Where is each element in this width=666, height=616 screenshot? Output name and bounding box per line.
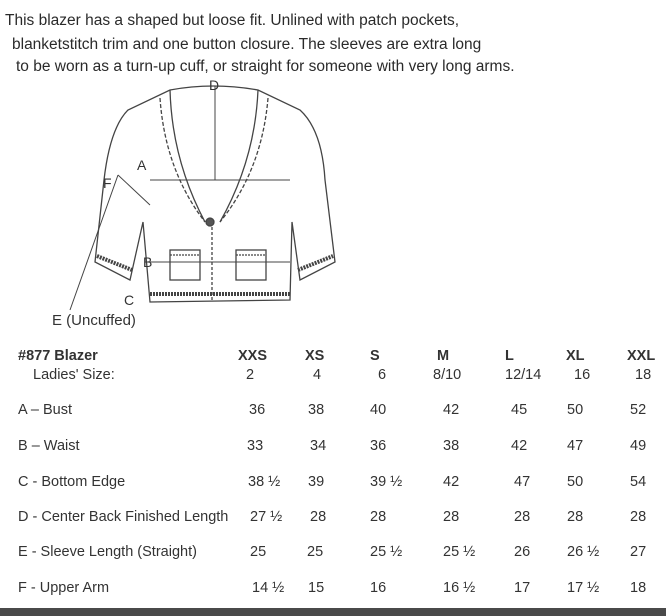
table-cell: 28 [567,509,584,525]
table-cell: 40 [370,402,387,418]
ladies-size-value: 6 [378,367,387,383]
table-cell: 42 [443,402,460,418]
row-label: A – Bust [18,402,73,418]
diagram-label-e: E (Uncuffed) [52,312,136,329]
table-cell: 16 ½ [443,580,476,596]
table-cell: 26 [514,544,531,560]
table-cell: 49 [630,438,647,454]
diagram-label-b: B [143,254,153,270]
ladies-size-label: Ladies' Size: [33,367,115,383]
ladies-size-value: 12/14 [505,367,542,383]
table-cell: 39 ½ [370,474,403,490]
table-cell: 47 [567,438,584,454]
table-cell: 36 [370,438,387,454]
diagram-label-a: A [137,157,147,173]
row-label: C - Bottom Edge [18,474,126,490]
ladies-size-value: 8/10 [433,367,462,383]
table-cell: 50 [567,402,584,418]
diagram-label-f: F [103,175,112,191]
size-header: S [370,348,380,364]
table-cell: 33 [247,438,264,454]
size-header: XL [566,348,585,364]
ladies-size-value: 16 [574,367,591,383]
table-cell: 16 [370,580,387,596]
table-cell: 26 ½ [567,544,600,560]
ladies-size-value: 2 [246,367,255,383]
table-cell: 50 [567,474,584,490]
table-cell: 17 ½ [567,580,600,596]
table-cell: 47 [514,474,531,490]
table-cell: 28 [630,509,647,525]
row-label: F - Upper Arm [18,580,110,596]
size-header: XXL [627,348,656,364]
intro-line-1: This blazer has a shaped but loose fit. Unlined with patch pockets, [5,12,460,29]
table-cell: 36 [249,402,266,418]
table-cell: 38 [308,402,325,418]
row-label: D - Center Back Finished Length [18,509,229,525]
table-cell: 28 [370,509,387,525]
table-cell: 38 ½ [248,474,281,490]
table-cell: 39 [308,474,325,490]
table-cell: 42 [443,474,460,490]
ladies-size-value: 4 [313,367,322,383]
table-cell: 54 [630,474,647,490]
diagram-label-c: C [124,292,135,308]
table-cell: 18 [630,580,647,596]
intro-line-3: to be worn as a turn-up cuff, or straight for someone with very long arms. [16,58,515,75]
table-cell: 25 ½ [443,544,476,560]
table-cell: 17 [514,580,531,596]
table-cell: 25 [250,544,267,560]
diagram-label-d: D [209,77,220,93]
table-cell: 45 [511,402,528,418]
table-cell: 38 [443,438,460,454]
table-cell: 27 [630,544,647,560]
size-header: XXS [238,348,268,364]
table-title: #877 Blazer [18,348,98,364]
size-header: L [505,348,514,364]
intro-line-2: blanketstitch trim and one button closure. The sleeves are extra long [12,36,482,53]
table-cell: 25 [307,544,324,560]
ladies-size-value: 18 [635,367,652,383]
size-header: XS [305,348,325,364]
table-cell: 27 ½ [250,509,283,525]
row-label: E - Sleeve Length (Straight) [18,544,197,560]
table-cell: 28 [310,509,327,525]
table-cell: 52 [630,402,647,418]
table-cell: 28 [443,509,460,525]
bottom-bar [0,608,666,616]
size-header: M [437,348,450,364]
table-cell: 42 [511,438,528,454]
table-cell: 14 ½ [252,580,285,596]
table-cell: 25 ½ [370,544,403,560]
row-label: B – Waist [18,438,80,454]
table-cell: 28 [514,509,531,525]
table-cell: 34 [310,438,327,454]
table-cell: 15 [308,580,325,596]
